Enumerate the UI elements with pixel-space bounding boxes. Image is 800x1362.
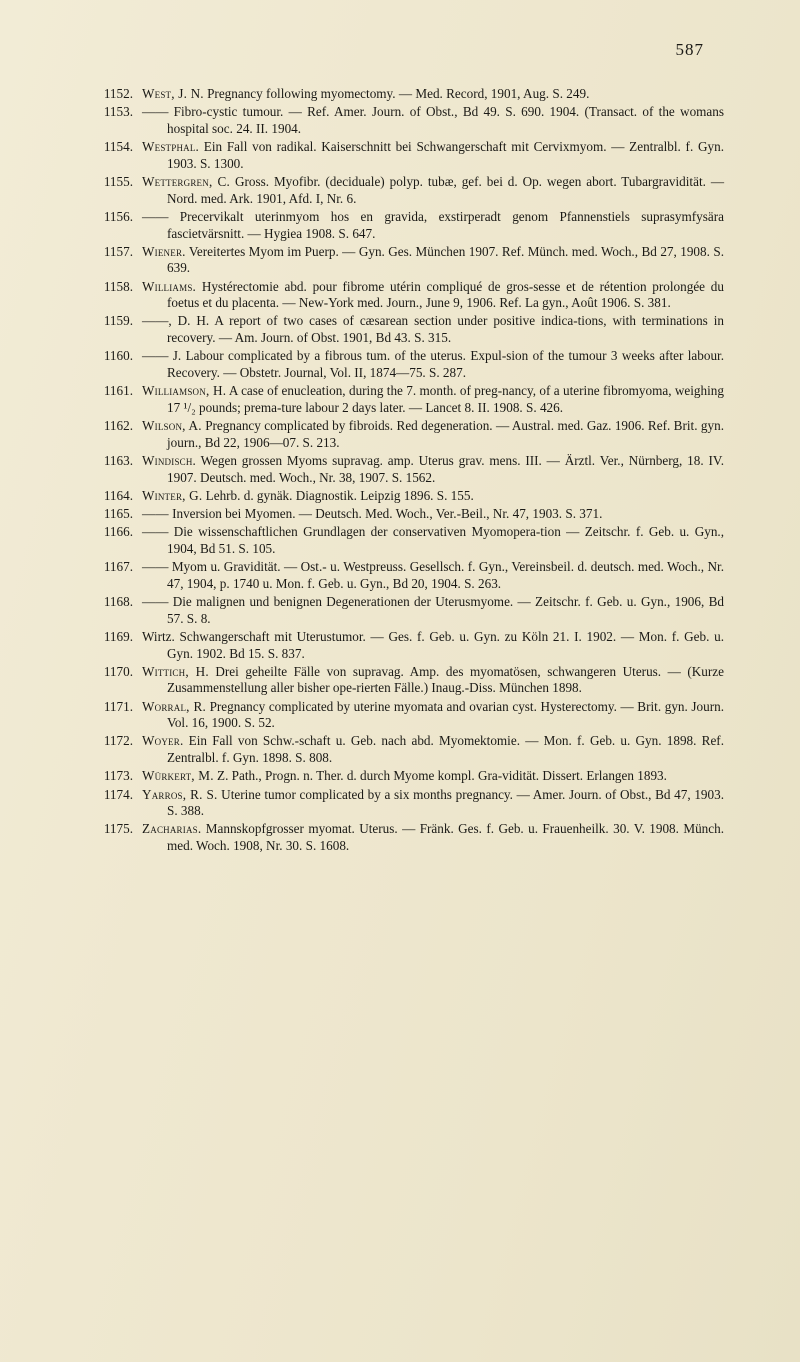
entry-number: 1160. (103, 348, 133, 364)
entry-text: Uterine tumor complicated by a six months pregnancy. — Amer. Journ. of Obst., Bd 47, 1903. S. 388. (167, 786, 725, 819)
list-item (96, 313, 724, 346)
entry-text: Mannskopfgrosser myomat. Uterus. — Fränk. Ges. f. Geb. u. Frauenheilk. 30. V. 1908. Münch. med. Woch. 1908, Nr. 30. S. 1608. (167, 821, 725, 854)
entry-author: —— (142, 208, 169, 224)
entry-text: Wegen grossen Myoms supravag. amp. Uterus grav. mens. III. — Ärztl. Ver., Nürnberg, 18. IV. 1907. Deutsch. med. Woch., Nr. 38, 1907. S. 1562. (167, 452, 724, 485)
entry-author: Wettergren, C. (142, 173, 231, 189)
list-item (96, 418, 724, 451)
entry-body (142, 629, 724, 662)
entry-number: 1169. (103, 628, 133, 644)
list-item (96, 383, 724, 416)
entry-author: Wittich, H. (142, 663, 209, 679)
entry-number: 1175. (103, 821, 133, 837)
entry-text: Inversion bei Myomen. — Deutsch. Med. Woch., Ver.-Beil., Nr. 47, 1903. S. 371. (172, 506, 603, 521)
list-item (96, 664, 724, 697)
entry-text: Die wissenschaftlichen Grundlagen der conservativen Myomopera-tion — Zeitschr. f. Geb. u. Gyn., 1904, Bd 51. S. 105. (167, 524, 725, 556)
list-item (96, 594, 724, 627)
entry-number: 1167. (103, 559, 133, 575)
entry-author: Yarros, R. S. (142, 786, 218, 802)
entry-text: Z. Path., Progn. n. Ther. d. durch Myome kompl. Gra-vidität. Dissert. Erlangen 1893. (217, 768, 667, 784)
entry-text: Ein Fall von Schw.-schaft u. Geb. nach abd. Myomektomie. — Mon. f. Geb. u. Gyn. 1898. Ref. Zentralbl. f. Gyn. 1898. S. 808. (167, 733, 724, 766)
entry-body (142, 313, 724, 346)
list-item (96, 787, 724, 820)
entry-number: 1171. (103, 698, 133, 714)
entry-text: Pregnancy complicated by uterine myomata and ovarian cyst. Hysterectomy. — Brit. gyn. Journ. Vol. 16, 1900. S. 52. (167, 698, 725, 731)
list-item (96, 348, 724, 381)
entry-body (142, 174, 724, 207)
entry-body (142, 524, 724, 557)
entry-number: 1163. (103, 452, 133, 468)
list-item (96, 209, 724, 242)
entry-author: Wiener. (142, 243, 186, 259)
entry-body (142, 348, 724, 381)
entry-author: Würkert, M. (142, 768, 214, 784)
entry-text: Labour complicated by a fibrous tum. of the uterus. Expul-sion of the tumour 3 weeks after labour. Recovery. — Obstetr. Journal, Vol. II, 1874—75. S. 287. (167, 348, 725, 380)
entry-body (142, 104, 724, 137)
list-item (96, 821, 724, 854)
entry-number: 1174. (103, 786, 133, 802)
list-item (96, 629, 724, 662)
entry-number: 1157. (103, 243, 133, 259)
entry-body (142, 768, 724, 785)
entry-author: —— (142, 506, 169, 521)
entry-body (142, 86, 724, 103)
entry-text: Fibro-cystic tumour. — Ref. Amer. Journ. of Obst., Bd 49. S. 690. 1904. (Transact. of the womans hospital soc. 24. II. 1904. (167, 104, 725, 136)
entry-text: A report of two cases of cæsarean section under positive indica-tions, with terminations in recovery. — Am. Journ. of Obst. 1901, Bd 43. S. 315. (167, 313, 724, 346)
list-item (96, 768, 724, 785)
entry-body (142, 418, 724, 451)
entry-number: 1168. (103, 593, 133, 609)
entry-text: Gross. Myofibr. (deciduale) polyp. tubæ, gef. bei d. Op. wegen abort. Tubargravidität. — Nord. med. Ark. 1901, Afd. I, Nr. 6. (167, 173, 725, 206)
entry-number: 1170. (103, 663, 133, 679)
entry-text: A case of enucleation, during the 7. month. of preg-nancy, of a uterine fibromyoma, weighing 17 ¹/₂ pounds; prema-ture labour 2 days later. — Lancet 8. II. 1908. S. 426. (167, 383, 724, 415)
entry-number: 1153. (103, 104, 133, 120)
entry-body (142, 733, 724, 766)
entry-text: Hystérectomie abd. pour fibrome utérin compliqué de gros-sesse et de rétention prolongée du foetus et du placenta. — New-York med. Journ., June 9, 1906. Ref. La gyn., Août 1906. S. 381. (167, 278, 724, 311)
entry-number: 1165. (103, 506, 133, 521)
entry-body (142, 139, 724, 172)
list-item (96, 86, 724, 103)
entry-number: 1156. (103, 208, 133, 224)
entry-number: 1172. (103, 733, 133, 749)
entry-author: —— (142, 593, 169, 609)
bibliography-list (96, 86, 724, 858)
list-item (96, 244, 724, 277)
list-item (96, 699, 724, 732)
entry-text: Vereitertes Myom im Puerp. — Gyn. Ges. München 1907. Ref. Münch. med. Woch., Bd 27, 1908. S. 639. (167, 243, 724, 276)
entry-author: West, J. N. (142, 86, 204, 101)
entry-text: Die malignen und benignen Degenerationen der Uterusmyome. — Zeitschr. f. Geb. u. Gyn., 1906, Bd 57. S. 8. (167, 593, 724, 626)
entry-number: 1152. (103, 86, 133, 101)
entry-author: Zacharias. (142, 821, 202, 837)
entry-number: 1166. (103, 524, 133, 540)
list-item (96, 559, 724, 592)
entry-number: 1154. (103, 139, 133, 155)
list-item (96, 139, 724, 172)
entry-body (142, 559, 724, 592)
entry-body (142, 244, 724, 277)
entry-body (142, 699, 724, 732)
entry-text: Drei geheilte Fälle von supravag. Amp. des myomatösen, schwangeren Uterus. — (Kurze Zusammenstellung aller bisher ope-rierten Fälle.) Inaug.-Diss. München 1898. (167, 663, 724, 696)
entry-author: Wilson, A. (142, 418, 202, 434)
entry-body (142, 821, 724, 854)
entry-author: Wirtz. (142, 628, 175, 644)
entry-author: ——, D. H. (142, 313, 210, 329)
entry-author: Williams. (142, 278, 197, 294)
list-item (96, 453, 724, 486)
entry-author: Windisch. (142, 452, 197, 468)
entry-body (142, 787, 724, 820)
entry-author: —— (142, 559, 169, 575)
entry-body (142, 506, 724, 523)
entry-text: Schwangerschaft mit Uterustumor. — Ges. f. Geb. u. Gyn. zu Köln 21. I. 1902. — Mon. f. Geb. u. Gyn. 1902. Bd 15. S. 837. (167, 628, 724, 661)
entry-body (142, 453, 724, 486)
list-item (96, 104, 724, 137)
entry-text: Ein Fall von radikal. Kaiserschnitt bei Schwangerschaft mit Cervixmyom. — Zentralbl. f. Gyn. 1903. S. 1300. (167, 139, 724, 171)
list-item (96, 174, 724, 207)
entry-text: Pregnancy following myomectomy. — Med. Record, 1901, Aug. S. 249. (207, 86, 590, 101)
entry-author: Williamson, H. (142, 383, 227, 399)
list-item (96, 524, 724, 557)
page-number: 587 (675, 40, 704, 59)
entry-number: 1173. (103, 768, 133, 784)
entry-body (142, 383, 724, 416)
entry-author: Winter, G. (142, 487, 203, 503)
list-item (96, 279, 724, 312)
entry-author: —— (142, 524, 169, 540)
entry-number: 1164. (103, 487, 133, 503)
entry-text: Pregnancy complicated by fibroids. Red degeneration. — Austral. med. Gaz. 1906. Ref. Brit. gyn. journ., Bd 22, 1906—07. S. 213. (167, 418, 725, 450)
entry-author: Westphal. (142, 139, 200, 155)
entry-body (142, 209, 724, 242)
entry-author: Worral, R. (142, 698, 206, 714)
list-item (96, 488, 724, 505)
entry-text: Lehrb. d. gynäk. Diagnostik. Leipzig 1896. S. 155. (205, 487, 474, 503)
entry-author: Woyer. (142, 733, 184, 749)
entry-author: —— J. (142, 348, 182, 364)
entry-number: 1159. (103, 313, 133, 329)
entry-body (142, 279, 724, 312)
entry-text: Myom u. Gravidität. — Ost.- u. Westpreuss. Gesellsch. f. Gyn., Vereinsbeil. d. deutsch. med. Woch., Nr. 47, 1904, p. 1740 u. Mon. f. Geb. u. Gyn., Bd 20, 1904. S. 263. (167, 559, 724, 591)
entry-number: 1161. (103, 383, 133, 399)
entry-text: Precervikalt uterinmyom hos en gravida, exstirperadt genom Pfannenstiels suprasymfysära fascietvärsnitt. — Hygiea 1908. S. 647. (167, 208, 724, 241)
list-item (96, 733, 724, 766)
entry-body (142, 594, 724, 627)
entry-author: —— (142, 104, 169, 120)
entry-body (142, 664, 724, 697)
entry-number: 1162. (103, 418, 133, 434)
entry-body (142, 488, 724, 505)
entry-number: 1155. (103, 173, 133, 189)
entry-number: 1158. (103, 278, 133, 294)
list-item (96, 506, 724, 523)
